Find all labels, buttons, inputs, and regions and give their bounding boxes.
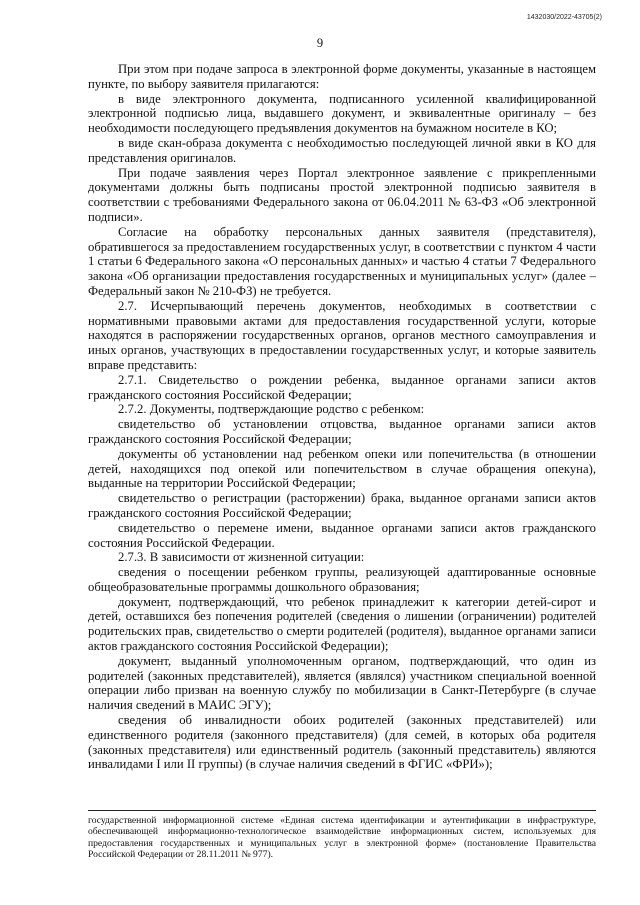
paragraph: в виде электронного документа, подписанного усиленной квалифицированной электронной подписью лица, выдавшего документ, и эквивалентные оригиналу – без необходимости последующего предъявления документов на бумажном носителе в КО; [88, 91, 596, 136]
document-body [88, 62, 596, 772]
paragraph: документы об установлении над ребенком опеки или попечительства (в отношении детей, находящихся под опекой или попечительством в случае обращения опекуна), выданные на территории Российской Федерации; [88, 446, 596, 491]
paragraph: свидетельство о перемене имени, выданное органами записи актов гражданского состояния Российской Федерации. [88, 520, 596, 550]
paragraph: сведения о посещении ребенком группы, реализующей адаптированные основные общеобразовательные программы дошкольного образования; [88, 565, 596, 594]
paragraph: в виде скан-образа документа с необходимостью последующей личной явки в КО для представления оригиналов. [88, 135, 596, 165]
document-registration-number: 1432030/2022-43705(2) [526, 14, 602, 21]
page-number: 9 [316, 36, 324, 50]
paragraph: 2.7.1. Свидетельство о рождении ребенка, выданное органами записи актов гражданского состояния Российской Федерации; [88, 372, 596, 402]
paragraph: При этом при подаче запроса в электронной форме документы, указанные в настоящем пункте, по выбору заявителя прилагаются: [88, 62, 596, 91]
paragraph: свидетельство об установлении отцовства, выданное органами записи актов гражданского состояния Российской Федерации; [88, 417, 596, 446]
footnote: государственной информационной системе «Единая система идентификации и аутентификации в инфраструктуре, обеспечивающей информационно-технологическое взаимодействие информационных систем, используемых для предоставления государственных и муниципальных услуг в электронной форме» (постановление Правительства Российской Федерации от 28.11.2011 № 977). [88, 815, 596, 860]
paragraph: При подаче заявления через Портал электронное заявление с прикрепленными документами должны быть подписаны простой электронной подписью заявителя в соответствии с требованиями Федерального закона от 06.04.2011 № 63-ФЗ «Об электронной подписи». [88, 165, 596, 224]
paragraph: 2.7. Исчерпывающий перечень документов, необходимых в соответствии с нормативными правовыми актами для предоставления государственной услуги, которые находятся в распоряжении государственных органов, органов местного самоуправления и иных органов, участвующих в предоставлении государственных услуг, и которые заявитель вправе представить: [88, 298, 596, 372]
paragraph: 2.7.3. В зависимости от жизненной ситуации: [118, 550, 365, 565]
paragraph: 2.7.2. Документы, подтверждающие родство с ребенком: [118, 402, 425, 417]
paragraph: сведения об инвалидности обоих родителей (законных представителей) или единственного родителя (законного представителя) (для семей, в которых оба родителя (законных представителя) или единственный родитель (законный представитель) являются инвалидами I или II группы) (в случае наличия сведений в ФГИС «ФРИ»); [88, 713, 596, 772]
footnote-divider [88, 810, 596, 811]
paragraph: свидетельство о регистрации (расторжении) брака, выданное органами записи актов гражданского состояния Российской Федерации; [88, 491, 596, 520]
paragraph: документ, выданный уполномоченным органом, подтверждающий, что один из родителей (законных представителей), является (являлся) участником специальной военной операции либо призван на военную службу по мобилизации в Санкт-Петербурге (в случае наличия сведений в МАИС ЭГУ); [88, 653, 596, 713]
paragraph: Согласие на обработку персональных данных заявителя (представителя), обратившегося за предоставлением государственных услуг, в соответствии с пунктом 4 части 1 статьи 6 Федерального закона «О персональных данных» и частью 4 статьи 7 Федерального закона «Об организации предоставления государственных и муниципальных услуг» (далее – Федеральный закон № 210-ФЗ) не требуется. [88, 224, 597, 298]
paragraph: документ, подтверждающий, что ребенок принадлежит к категории детей-сирот и детей, оставшихся без попечения родителей (сведения о лишении (ограничении) родителей родительских прав, свидетельство о смерти родителей (родителя), выданное органами записи актов гражданского состояния Российской Федерации); [88, 594, 596, 654]
